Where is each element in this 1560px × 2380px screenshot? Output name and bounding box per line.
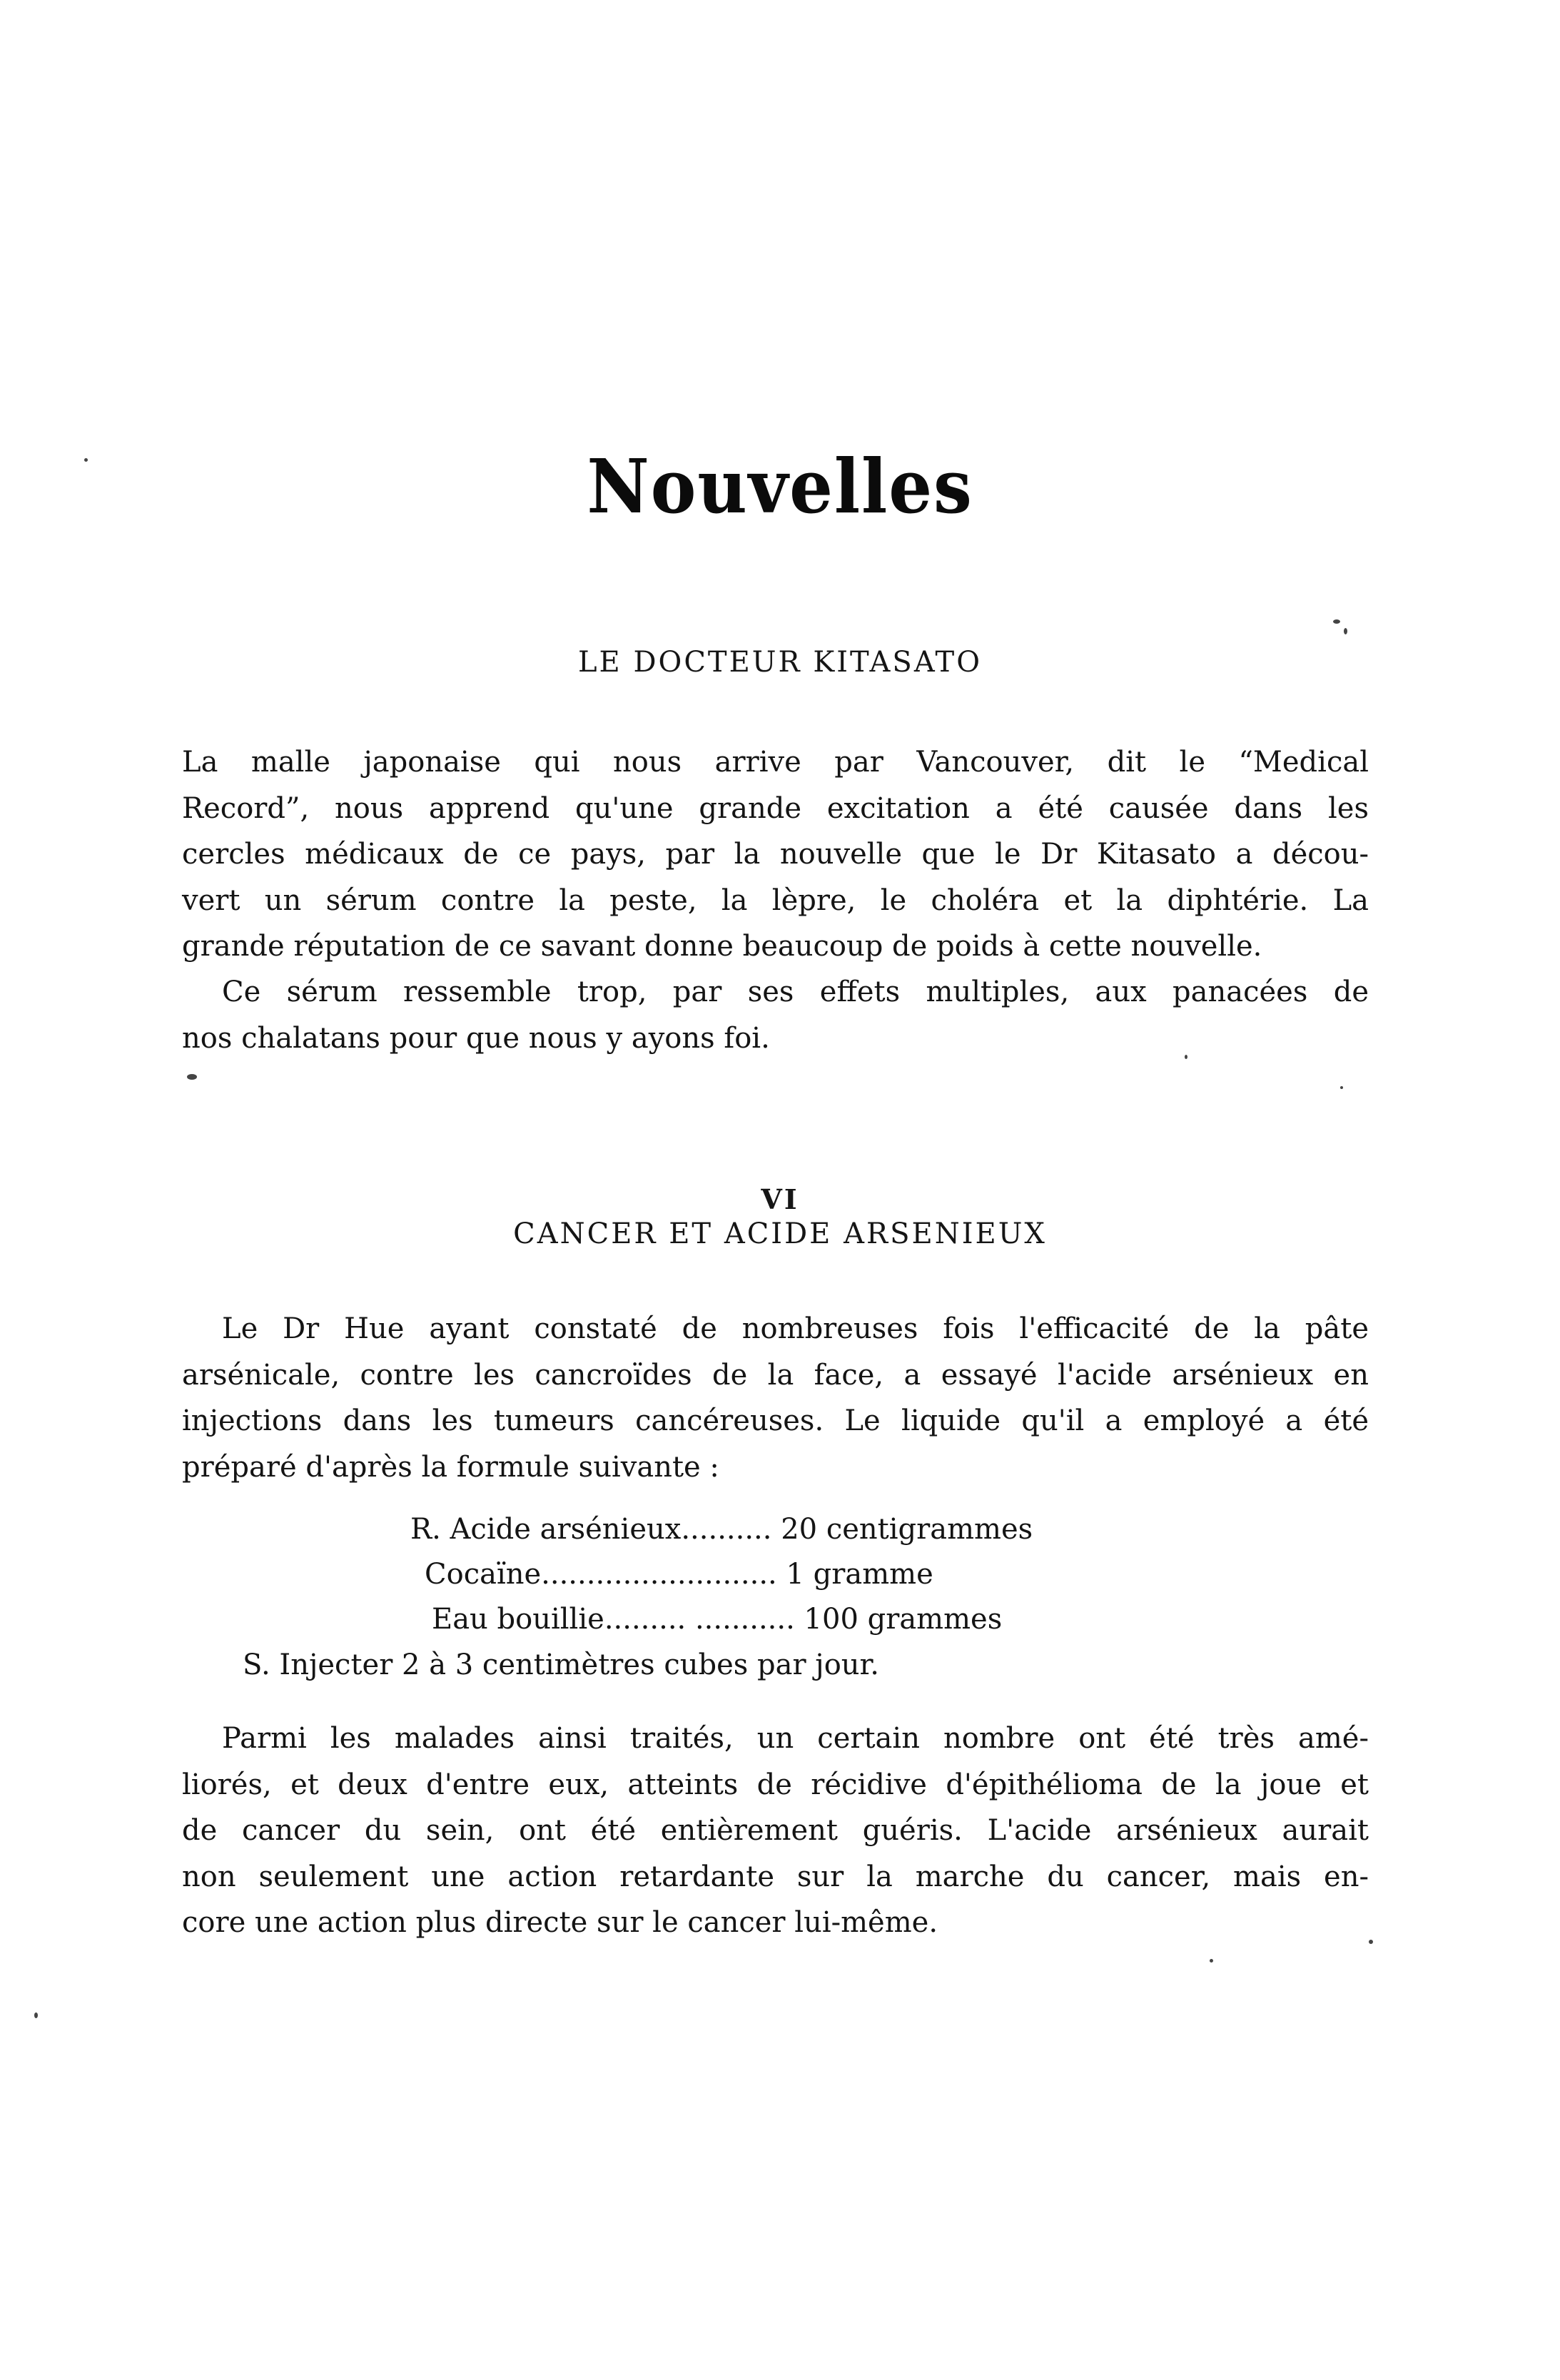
scan-speck [187, 1074, 197, 1080]
text-line: La malle japonaise qui nous arrive par Vancouver, dit le “Medical [182, 746, 1369, 779]
article-paragraph-kitasato-2 [182, 969, 1369, 1061]
scan-speck [1333, 619, 1340, 624]
prescription-line-water: Eau bouillie......... ........... 100 grammes [432, 1603, 1003, 1636]
text-line: cercles médicaux de ce pays, par la nouvelle que le Dr Kitasato a décou- [182, 838, 1369, 871]
page-title: Nouvelles [587, 442, 973, 530]
prescription-instruction: S. Injecter 2 à 3 centimètres cubes par jour. [243, 1649, 879, 1681]
text-line: arsénicale, contre les cancroïdes de la face, a essayé l'acide arsénieux en [182, 1358, 1369, 1392]
scan-speck [1210, 1959, 1213, 1963]
scan-speck [1369, 1940, 1373, 1944]
prescription-line-cocaine: Cocaïne.......................... 1 gramme [425, 1558, 933, 1591]
text-line: grande réputation de ce savant donne beaucoup de poids à cette nouvelle. [182, 930, 1262, 963]
article-paragraph-cancer-1 [182, 1306, 1369, 1490]
text-line: préparé d'après la formule suivante : [182, 1450, 719, 1484]
scan-speck [1344, 628, 1347, 634]
scan-speck [1340, 1086, 1343, 1089]
text-line: core une action plus directe sur le cancer lui-même. [182, 1906, 938, 1939]
article-heading-cancer: CANCER ET ACIDE ARSENIEUX [513, 1217, 1047, 1250]
article-paragraph-kitasato-1 [182, 739, 1369, 970]
text-line: de cancer du sein, ont été entièrement guéris. L'acide arsénieux aurait [182, 1814, 1369, 1847]
text-line: injections dans les tumeurs cancéreuses. Le liquide qu'il a employé a été [182, 1404, 1369, 1437]
scan-speck [1185, 1055, 1187, 1059]
text-line: Ce sérum ressemble trop, par ses effets multiples, aux panacées de [222, 976, 1369, 1008]
text-line: Le Dr Hue ayant constaté de nombreuses fois l'efficacité de la pâte [222, 1312, 1369, 1345]
text-line: vert un sérum contre la peste, la lèpre, le choléra et la diphtérie. La [182, 883, 1369, 917]
text-line: Parmi les malades ainsi traités, un certain nombre ont été très amé- [222, 1722, 1369, 1755]
scan-speck [34, 2012, 38, 2018]
article-heading-kitasato: LE DOCTEUR KITASATO [577, 646, 982, 679]
scan-speck [84, 458, 88, 462]
article-paragraph-cancer-2 [182, 1716, 1369, 1946]
text-line: Record”, nous apprend qu'une grande excitation a été causée dans les [182, 791, 1369, 825]
text-line: non seulement une action retardante sur la marche du cancer, mais en- [182, 1860, 1369, 1893]
text-line: liorés, et deux d'entre eux, atteints de récidive d'épithélioma de la joue et [182, 1768, 1369, 1801]
text-line: nos chalatans pour que nous y ayons foi. [182, 1021, 770, 1055]
prescription-line-acid: R. Acide arsénieux.......... 20 centigrammes [410, 1513, 1033, 1546]
section-number: VI [761, 1183, 799, 1215]
